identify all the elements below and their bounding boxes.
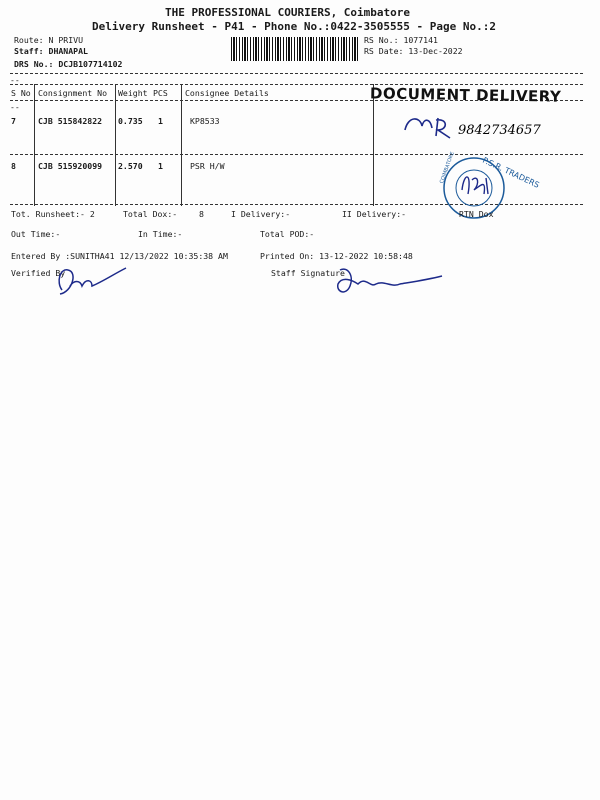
row-2-pcs: 1: [158, 161, 163, 171]
drs-value: DCJB107714102: [58, 59, 123, 69]
col-header-consignment: Consignment No: [38, 88, 108, 98]
runsheet-subtitle: Delivery Runsheet - P41 - Phone No.:0422-3505555 - Page No.:2: [92, 20, 496, 33]
col-header-pcs: PCS: [153, 88, 168, 98]
rs-no-value: 1077141: [403, 35, 438, 45]
in-time: In Time:-: [138, 229, 183, 239]
drs-line: [14, 59, 122, 69]
staff-value: DHANAPAL: [48, 46, 88, 56]
col-header-sno: S No: [11, 88, 31, 98]
seal-sub-text: COIMBATORE: [438, 151, 456, 185]
staff-signature-label: Staff Signature: [271, 268, 345, 278]
row-2-consignee: PSR H/W: [190, 161, 225, 171]
staff-signature: [330, 262, 450, 300]
col-divider-2: [115, 84, 116, 206]
rs-no-label: RS No.:: [364, 35, 399, 45]
rs-date-line: [364, 46, 463, 56]
table-top-mark: --: [10, 75, 20, 85]
col-header-weight: Weight: [118, 88, 148, 98]
staff-line: [14, 46, 88, 56]
col-header-consignee: Consignee Details: [185, 88, 269, 98]
table-sub-mark: --: [10, 102, 20, 112]
i-delivery: I Delivery:-: [231, 209, 291, 219]
staff-label: Staff:: [14, 46, 44, 56]
row-1-weight: 0.735: [118, 116, 143, 126]
printed-on: Printed On: 13-12-2022 10:58:48: [260, 251, 413, 261]
row-1-consignee: KP8533: [190, 116, 220, 126]
route-label: Route:: [14, 35, 44, 45]
document-delivery-stamp: DOCUMENT DELIVERY: [369, 84, 562, 106]
total-runsheet: Tot. Runsheet:- 2: [11, 209, 95, 219]
barcode-image: [231, 37, 359, 61]
ii-delivery: II Delivery:-: [342, 209, 407, 219]
verified-by: Verified By: [11, 268, 66, 278]
row-1-consignment: CJB 515842822: [38, 116, 103, 126]
col-divider-1: [34, 84, 35, 206]
verified-signature: [52, 262, 132, 300]
total-dox-value: 8: [199, 209, 204, 219]
row-2-sno: 8: [11, 161, 16, 171]
rs-no-line: [364, 35, 438, 45]
total-dox-label: Total Dox:-: [123, 209, 178, 219]
entered-by: Entered By :SUNITHA41 12/13/2022 10:35:38 AM: [11, 251, 228, 261]
phone-note-text: 9842734657: [458, 123, 541, 138]
header-top-rule: [10, 84, 583, 85]
row-2-weight: 2.570: [118, 161, 143, 171]
route-value: N PRIVU: [48, 35, 84, 45]
seal-text: P.S.R. TRADERS: [481, 155, 541, 190]
rs-date-value: 13-Dec-2022: [408, 46, 463, 56]
drs-label: DRS No.:: [14, 59, 54, 69]
total-pod: Total POD:-: [260, 229, 315, 239]
row-1-pcs: 1: [158, 116, 163, 126]
row-2-consignment: CJB 515920099: [38, 161, 103, 171]
handwritten-phone-note: [400, 110, 560, 142]
table-top-rule: [10, 73, 583, 74]
rtn-dox: RTN Dox: [459, 209, 494, 219]
company-title: THE PROFESSIONAL COURIERS, Coimbatore: [165, 6, 411, 19]
out-time: Out Time:-: [11, 229, 61, 239]
rs-date-label: RS Date:: [364, 46, 404, 56]
row-1-sno: 7: [11, 116, 16, 126]
route-line: [14, 35, 83, 45]
col-divider-3: [181, 84, 182, 206]
